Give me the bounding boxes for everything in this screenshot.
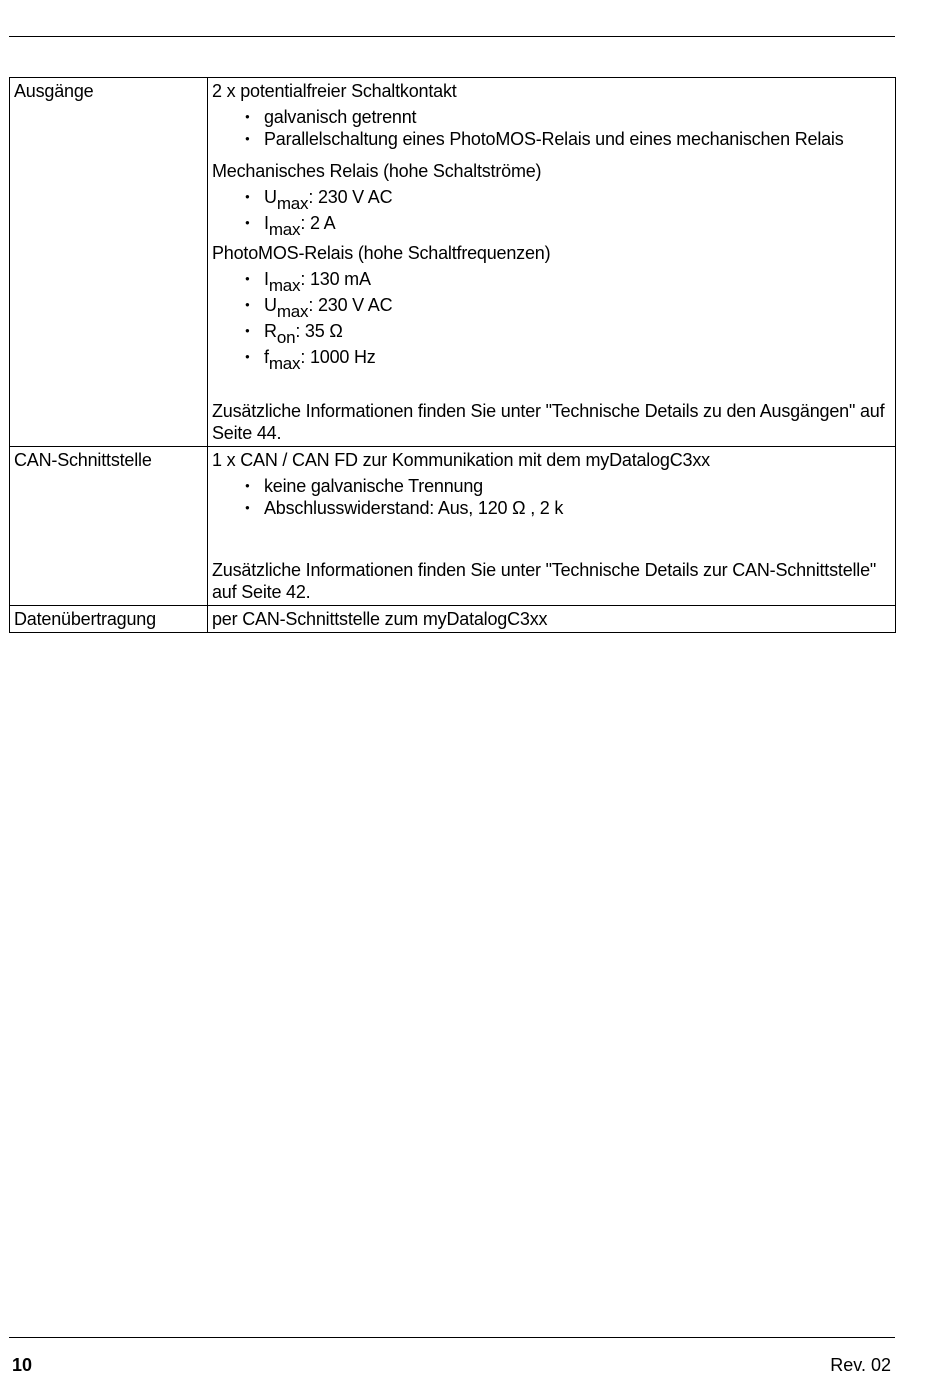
can-intro: 1 x CAN / CAN FD zur Kommunikation mit dem myDatalogC3xx <box>212 450 710 470</box>
outputs-note: Zusätzliche Informationen finden Sie unter "Technische Details zu den Ausgängen" auf Seite 44. <box>212 401 885 443</box>
symbol: R <box>264 321 277 341</box>
row-content <box>208 78 896 447</box>
row-label: Ausgänge <box>10 78 208 447</box>
list-item: ● Abschlusswiderstand: Aus, 120 Ω , 2 k <box>264 497 891 519</box>
row-content <box>208 447 896 606</box>
symbol: I <box>264 269 269 289</box>
spacer <box>212 370 891 400</box>
subscript: on <box>276 328 296 347</box>
list-item <box>264 318 891 347</box>
spacer <box>212 519 891 559</box>
list-item: ● keine galvanische Trennung <box>264 475 891 497</box>
value: : 230 V AC <box>308 295 393 315</box>
list-item <box>264 344 891 373</box>
spec-table <box>9 77 896 633</box>
photomos-heading: PhotoMOS-Relais (hohe Schaltfrequenzen) <box>212 243 551 263</box>
row-label: CAN-Schnittstelle <box>10 447 208 606</box>
symbol: U <box>264 295 277 315</box>
value: : 35 Ω <box>295 321 343 341</box>
outputs-intro: 2 x potentialfreier Schaltkontakt <box>212 81 457 101</box>
symbol: f <box>264 347 269 367</box>
photomos-list <box>212 266 891 373</box>
list-item <box>264 210 891 239</box>
row-label: Datenübertragung <box>10 606 208 633</box>
list-item <box>264 292 891 321</box>
list-item: ● galvanisch getrennt <box>264 106 891 128</box>
mech-relay-heading: Mechanisches Relais (hohe Schaltströme) <box>212 161 542 181</box>
subscript: max <box>276 302 309 321</box>
mech-relay-list <box>212 184 891 239</box>
list-item: ● Parallelschaltung eines PhotoMOS-Relais und eines mechanischen Relais <box>264 128 891 150</box>
subscript: max <box>276 194 309 213</box>
list-item <box>264 266 891 295</box>
header-rule <box>9 36 895 37</box>
row-content: per CAN-Schnittstelle zum myDatalogC3xx <box>208 606 896 633</box>
can-bullets <box>212 475 891 519</box>
list-item <box>264 184 891 213</box>
symbol: U <box>264 187 277 207</box>
value: : 2 A <box>300 213 336 233</box>
symbol: I <box>264 213 269 233</box>
value: : 130 mA <box>300 269 371 289</box>
table-row <box>10 606 896 633</box>
value: : 1000 Hz <box>300 347 376 367</box>
page-number: 10 <box>12 1355 33 1375</box>
outputs-bullets <box>212 106 891 150</box>
revision-label: Rev. 02 <box>830 1355 891 1375</box>
footer-rule <box>9 1337 895 1338</box>
subscript: max <box>268 276 301 295</box>
can-note: Zusätzliche Informationen finden Sie unter "Technische Details zur CAN-Schnittstelle" auf Seite 42. <box>212 560 877 602</box>
subscript: max <box>268 220 301 239</box>
table-row <box>10 78 896 447</box>
table-row <box>10 447 896 606</box>
value: : 230 V AC <box>308 187 393 207</box>
subscript: max <box>268 354 301 373</box>
